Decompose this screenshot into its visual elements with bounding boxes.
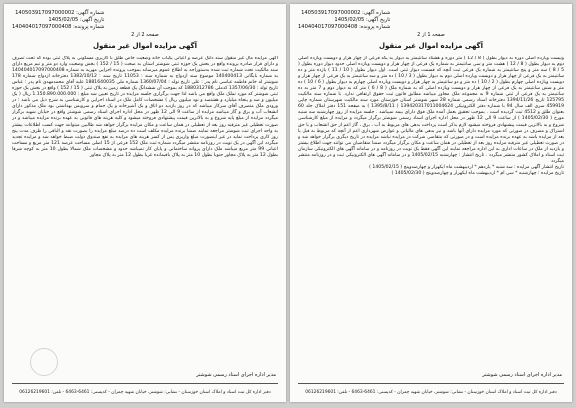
case-number: شماره پرونده: 140404017097000408 [12, 24, 105, 30]
notice-body-text: ونیست ویارده اصلی دوره به دیوار بطول ( 8 / 12 ) متر دوره و هشتاد سانتیمتر به دیوار به یکه فرعی از چهار هزار و دویست ویازده اصلی دوم به دیوار بطول ( 8 / 12 ) هشت متر و سی سانتیمتر به شماره یک فرعی از چهار هزار و دویست ویازده اصلی حدود دیوار دوره بطول ( 5 / 8 ) سه متر و پنج سانتیمتر به شماره بک فرعی ثبت آنچه که قسمت دیوار ثبتی است. اول دیوار بطول ( 10 / 11 ) یازده متر و ده سانتیمتر به بک فرعی از چهار هزار و دویست ویارده اصلی دوم به دیوار بطول ( 3 / 10 ) ده متر و سه سانتیمتر به بک فرعی از چهار هزار و دویست ویازده اصلی چهارم بطول ( 2 / 10 ) ده متر و دو سانتیمتر به چهار هزار و دویست ویارده اصلی چهارم به دیوار بطول ( 6 / 10 ) ده متر و شش سانتیمتر به یک فرعی از چهار هزار و دویست ویازده اصلی که به شماره ملک ( 8 / 6 ) متر که به دیوار دوم و 7 متر به ده سانتیمتر به یک فرعی از ثبتی شماره 9 به مجموعه ملک مجاور میباشد مطابق قانون ثبت حقوق ارتفاقی ندارد. با شماره سند مالکیت 125795 تاریخ 1394/11/26 دفترخانه اسناد رسمی شماره 28 شهر شوشتر استان خوزستان مورد سند مالکیت شهرستان شماره چاپی 459919 سری الف سال 94 با شماره دفتر الکترونیکی 139420317011004624 ( 1395/8/11 ) به صفحه 151 دفتر املاک جلد 60 بعنوان طلق و 4512 ثبت گردیده است . بموجب تحقیق بعمل آمده ملک فوق دارای بیمه نمیباشد . جلسه مزایده از روز چهارشنبه سه شنبه مورخ ( 1405/02/30 ) از ساعت 9 الی 12 ظهر در محل اداره اجرای اسناد رسمی شوشتر برگزار میگردد و مزایده از مبلغ کارشناسی شروع و به بالاترین قیمت پیشنهادی فروخته میشود لازم بذکر است پرداخت بدهی های مربوط به آب ، برق ، گاز اعم از حق انشعاب و یا حق اشتراک و مصرف در صورتی که مورد مزایده دارای آنها باشد و نیز بدهی های مالیاتی و عوارض شهرداری اعم از آنچه که مربوط به قبل یا بعد از مزایده باشد به عهده برنده مزایده است و در صورتی که متقاضی شرکت در مزایده نباشد مزایده در تاریخ دیگری برگزار خواهد شد و در صورت تعطیلی غیر مترقبه مزایده روز بعد از تعطیلی در همان ساعت و مکان برگزار میگردد ضمنا متقاضیان می توانند جهت اطلاع بیشتر و بازدید از ملک در ساعات اداری به این اداره مراجعه نمایند این آگهی فقط یک نوبت در روزنامه و در سامانه آگهی های الکترونیکی سازمان ثبت اسناد و املاک کشور منتشر میگردد . تاریخ انتشار : چهارشنبه 1405/02/15 و در سامانه آگهی های الکترونیکی ثبت و در روزنامه منتشر میگردد [298, 56, 564, 164]
signature-line: مدیر اداره اجرای اسناد رسمی شوشتر [482, 372, 562, 378]
notice-meta [12, 10, 104, 31]
page-footer: دفتر اداره کل ثبت اسناد و املاک استان خوزستان - نشانی: شوشتر، خیابان شهید چمران - کدپستی: 6461-6463 - تلفن: 06126219601 [19, 390, 271, 395]
notice-body-text: آگهی مزایده مال غیر منقول سند دانگ عرصه و اعیانی یکباب خانه وضعیت خاص طلق با کاربری مسکونی به پلاک ثبتی بوده که تحت تصرف و دارای قرار صادره پرونده واقع در بخش یک حوزه ثبتی شوشتر استان به صحت ( 15 / 152 ) بخش وضعیت وارد دو متر و نیم مربع دارای سند مالکیت تحت شماره ثبت شده بدستوراجه به اطلاع عموم میرساند بموجب پرونده اجرایی مهریه به شماره 140404017097000408 به شماره بایگانی 140400413 موضوع سند ازدواج به شماره سند : 11053 تاریخ سند : 1382/10/12 دفترخانه ازدواج شماره 178 شوشتر له خانم فاطمه عباسی نام پدر : علی تاریخ تولد : 1360/07/04 شماره ملی 1881640035 علیه آقای محمدمهدی نام پدر : عباس تاریخ تولد : 1357/06/30 کدملی 1880312786 که بموجب آن ششدانگ یک قطعه زمین به پلاک ثبتی ( 15 / 152 ) واقع در بخش یک حوزه ثبتی شوشتر که مورد تملک ملک واقع می باشد لذا جهت برگزاری جلسه مزایده در تاریخ تعیین شد مبلغ : 1.150.890.000.000 ریال ( یک میلیون و صد و پنجاه میلیارد و هشتصد و نود میلیون ریال ) مشخصات کامل ملک در اسناد اجرایی و کارشناسی به شرح ذیل می باشد : در ورودی ملک متصرف آقای سرکار میباشد که در روز بازدید دو اتاق و یک آشپزخانه و یک حمام و سرویس بهداشتی بود ملک مذکور دارای انشعاب آب و برق و گاز میباشد مزایده از ساعت 9 الی 12 ظهر در محل اداره اجرای اسناد رسمی شوشتر واقع در خیابان شهید برگزار میگردد مزایده از مبلغ پایه شروع و به بالاترین قیمت پیشنهادی فروخته میشود و کلیه هزینه های قانونی به عهده برنده مزایده میباشد و در صورت تعطیلی غیر مترقبه روز بعد از تعطیلی در همان ساعت و مکان مزایده برگزار خواهد شد طالبین میتوانند جهت کسب اطلاعات بیشتر به واحد اجرای ثبت شوشتر مراجعه نمایند ضمنا برنده مزایده مکلف است ده درصد مبلغ مزایده را بصورت نقد و الباقی را ظرف مدت پنج روز کاری پرداخت نماید در غیر اینصورت مبلغ واریزی پس از کسر هزینه های مزایده به نفع صندوق دولت ضبط خواهد شد و مزایده تجدید میگردد این آگهی در یک نوبت در روزنامه منتشر میگردد شماره ثبت ملک 152 فرعی از 15 اصلی مساحت عرصه 121 متر مربع و مساحت اعیانی 99 متر مربع میباشد ملک دارای پروانه ساختمانی و پایان کار نمیباشد حدود و مشخصات ملک شمالا بطول 10 متر به کوچه شرقا بطول 12 متر به پلاک مجاور جنوبا بطول 10 متر به پلاک باقیمانده غربا بطول 12 متر به پلاک مجاور [12, 56, 278, 158]
footer-divider [12, 383, 278, 384]
notice-body [298, 56, 564, 356]
document-page-2 [4, 4, 286, 402]
case-number: شماره پرونده: 140404017097000408 [298, 24, 391, 30]
notice-body [12, 56, 278, 356]
notice-date: تاریخ آگهی: 1405/02/05 [48, 17, 105, 23]
auction-date-line: تاریخ مزایده : چهارشنبه * سی ام * اردیبهشت ماه ایکهزار و چهارصدوپنج ( 1405/02/30 ) [391, 170, 564, 176]
publish-date-line: تاریخ انتشار آگهی مزایده : سه شنبه * یاردهم * اردیبهشت ماه ایکهزار و چهارصدوپنج ( 1405/02/15 ) [369, 164, 564, 170]
notice-date: تاریخ آگهی: 1405/02/05 [334, 17, 391, 23]
page-number: صفحه 1 از 2 [417, 32, 445, 38]
notice-title: آگهی مزایده اموال غیر منقول [92, 42, 198, 50]
page-footer: دفتر اداره کل ثبت اسناد و املاک استان خوزستان - نشانی: شوشتر، خیابان شهید چمران - کدپستی: 6461-6463 - تلفن: 06126219601 [305, 390, 557, 395]
notice-number: شماره آگهی: 140503917097000002 [15, 10, 105, 16]
official-stamp-icon [30, 348, 58, 376]
notice-title: آگهی مزایده اموال غیر منقول [378, 42, 484, 50]
notice-meta [298, 10, 390, 31]
page-number: صفحه 2 از 2 [131, 32, 159, 38]
notice-number: شماره آگهی: 140503917097000002 [301, 10, 391, 16]
document-page-1 [290, 4, 572, 402]
signature-line: مدیر اداره اجرای اسناد رسمی شوشتر [196, 372, 276, 378]
footer-divider [298, 383, 564, 384]
